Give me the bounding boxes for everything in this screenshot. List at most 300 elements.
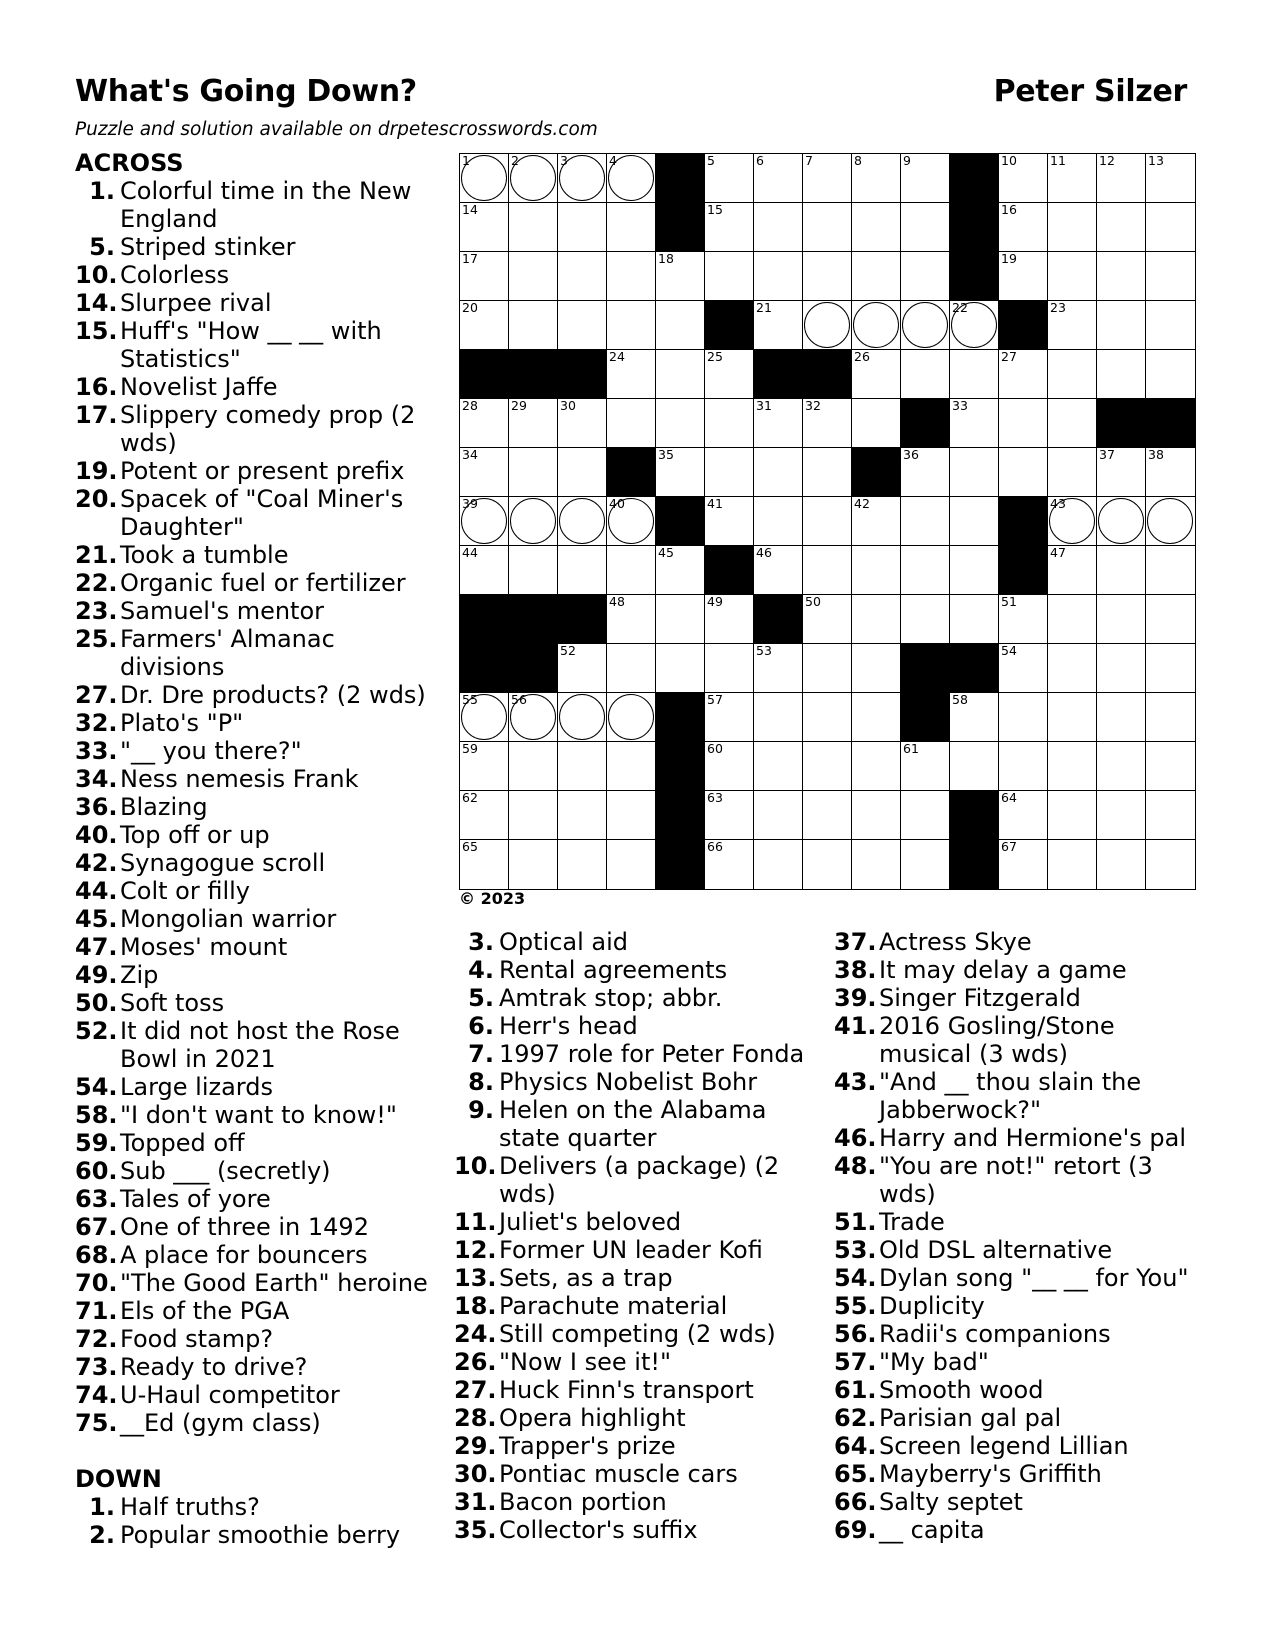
grid-cell[interactable] (803, 546, 852, 595)
clue-number: 11. (454, 1208, 497, 1236)
grid-cell[interactable] (803, 203, 852, 252)
grid-block (754, 350, 803, 399)
grid-cell[interactable] (705, 791, 754, 840)
cell-number: 39 (462, 496, 478, 511)
grid-cell[interactable] (558, 203, 607, 252)
grid-cell[interactable] (656, 399, 705, 448)
grid-cell[interactable] (803, 595, 852, 644)
grid-block (705, 546, 754, 595)
grid-cell[interactable] (460, 497, 509, 546)
grid-cell[interactable] (509, 399, 558, 448)
grid-cell[interactable] (460, 791, 509, 840)
grid-cell[interactable] (705, 840, 754, 889)
grid-cell[interactable] (852, 595, 901, 644)
circle-marker (902, 302, 948, 348)
grid-cell[interactable] (950, 350, 999, 399)
grid-cell[interactable] (901, 448, 950, 497)
grid-cell[interactable] (656, 448, 705, 497)
grid-cell[interactable] (1097, 840, 1146, 889)
grid-cell[interactable] (1146, 252, 1195, 301)
grid-cell[interactable] (607, 546, 656, 595)
grid-cell[interactable] (999, 693, 1048, 742)
cell-number: 59 (462, 741, 478, 756)
grid-cell[interactable] (460, 448, 509, 497)
grid-cell[interactable] (558, 546, 607, 595)
grid-cell[interactable] (754, 840, 803, 889)
grid-cell[interactable] (754, 546, 803, 595)
grid-cell[interactable] (950, 693, 999, 742)
grid-cell[interactable] (656, 546, 705, 595)
clue-number: 43. (834, 1068, 877, 1096)
down-clue (454, 1264, 814, 1292)
cell-number: 43 (1050, 496, 1066, 511)
grid-cell[interactable] (1048, 399, 1097, 448)
grid-cell[interactable] (705, 399, 754, 448)
grid-cell[interactable] (1048, 203, 1097, 252)
grid-cell[interactable] (705, 350, 754, 399)
clue-number: 27. (454, 1376, 497, 1404)
circle-marker (461, 694, 507, 740)
grid-cell[interactable] (852, 840, 901, 889)
grid-cell[interactable] (901, 742, 950, 791)
grid-cell[interactable] (901, 252, 950, 301)
cell-number: 10 (1001, 153, 1017, 168)
grid-cell[interactable] (1146, 840, 1195, 889)
clue-number: 72. (75, 1325, 118, 1353)
clue-number: 57. (834, 1348, 877, 1376)
grid-cell[interactable] (1048, 644, 1097, 693)
across-clue (75, 1381, 435, 1409)
grid-cell[interactable] (1048, 546, 1097, 595)
clue-text: Duplicity (879, 1292, 985, 1320)
cell-number: 49 (707, 594, 723, 609)
grid-cell[interactable] (607, 497, 656, 546)
cell-number: 16 (1001, 202, 1017, 217)
clue-number: 71. (75, 1297, 118, 1325)
grid-cell[interactable] (1048, 301, 1097, 350)
grid-cell[interactable] (999, 644, 1048, 693)
grid-cell[interactable] (460, 399, 509, 448)
cell-number: 36 (903, 447, 919, 462)
grid-block (999, 497, 1048, 546)
grid-cell[interactable] (1146, 791, 1195, 840)
grid-cell[interactable] (460, 840, 509, 889)
grid-cell[interactable] (705, 742, 754, 791)
grid-cell[interactable] (852, 546, 901, 595)
grid-cell[interactable] (656, 301, 705, 350)
grid-cell[interactable] (460, 252, 509, 301)
cell-number: 33 (952, 398, 968, 413)
down-clue (834, 1124, 1194, 1152)
grid-cell[interactable] (999, 448, 1048, 497)
grid-cell[interactable] (999, 252, 1048, 301)
grid-cell[interactable] (852, 791, 901, 840)
grid-cell[interactable] (558, 693, 607, 742)
grid-cell[interactable] (950, 448, 999, 497)
grid-cell[interactable] (509, 252, 558, 301)
grid-cell[interactable] (705, 497, 754, 546)
clue-number: 3. (468, 928, 494, 956)
grid-cell[interactable] (607, 644, 656, 693)
grid-cell[interactable] (901, 791, 950, 840)
grid-cell[interactable] (1097, 644, 1146, 693)
clue-text: Zip (120, 961, 159, 989)
down-clue (834, 1376, 1194, 1404)
grid-cell[interactable] (509, 546, 558, 595)
grid-cell[interactable] (509, 840, 558, 889)
grid-block (901, 693, 950, 742)
cell-number: 32 (805, 398, 821, 413)
grid-block (460, 350, 509, 399)
grid-cell[interactable] (509, 154, 558, 203)
clue-text: Amtrak stop; abbr. (499, 984, 723, 1012)
grid-cell[interactable] (950, 399, 999, 448)
grid-cell[interactable] (754, 154, 803, 203)
down-clue (834, 1460, 1194, 1488)
grid-cell[interactable] (705, 252, 754, 301)
grid-cell[interactable] (1146, 154, 1195, 203)
grid-cell[interactable] (803, 448, 852, 497)
grid-cell[interactable] (901, 350, 950, 399)
across-clue (75, 1101, 435, 1129)
grid-cell[interactable] (999, 399, 1048, 448)
grid-cell[interactable] (999, 350, 1048, 399)
grid-cell[interactable] (852, 252, 901, 301)
grid-cell[interactable] (607, 742, 656, 791)
grid-cell[interactable] (509, 791, 558, 840)
clue-text: Parachute material (499, 1292, 728, 1320)
crossword-grid[interactable] (459, 153, 1196, 890)
clue-text: Still competing (2 wds) (499, 1320, 776, 1348)
cell-number: 28 (462, 398, 478, 413)
grid-cell[interactable] (509, 497, 558, 546)
clue-text: "My bad" (879, 1348, 989, 1376)
grid-cell[interactable] (460, 301, 509, 350)
down-clue (75, 1521, 435, 1549)
grid-cell[interactable] (705, 154, 754, 203)
grid-cell[interactable] (1097, 546, 1146, 595)
clue-number: 47. (75, 933, 118, 961)
grid-cell[interactable] (803, 791, 852, 840)
grid-cell[interactable] (705, 203, 754, 252)
grid-block (656, 791, 705, 840)
cell-number: 26 (854, 349, 870, 364)
grid-cell[interactable] (852, 693, 901, 742)
grid-cell[interactable] (950, 742, 999, 791)
grid-cell[interactable] (1097, 497, 1146, 546)
clue-text: Optical aid (499, 928, 629, 956)
clue-number: 75. (75, 1409, 118, 1437)
clue-number: 46. (834, 1124, 877, 1152)
grid-cell[interactable] (509, 203, 558, 252)
clue-text: It may delay a game (879, 956, 1127, 984)
grid-cell[interactable] (852, 742, 901, 791)
down-clue (834, 1488, 1194, 1516)
grid-cell[interactable] (607, 203, 656, 252)
clue-text: Samuel's mentor (120, 597, 325, 625)
grid-cell[interactable] (705, 644, 754, 693)
grid-cell[interactable] (901, 497, 950, 546)
grid-cell[interactable] (705, 693, 754, 742)
cell-number: 20 (462, 300, 478, 315)
grid-cell[interactable] (1097, 203, 1146, 252)
clue-number: 10. (454, 1152, 497, 1180)
grid-cell[interactable] (460, 693, 509, 742)
down-clue (454, 1236, 814, 1264)
grid-cell[interactable] (852, 301, 901, 350)
clue-text: "Now I see it!" (499, 1348, 672, 1376)
clue-number: 24. (454, 1320, 497, 1348)
grid-cell[interactable] (1097, 350, 1146, 399)
clue-text: Dr. Dre products? (2 wds) (120, 681, 426, 709)
cell-number: 56 (511, 692, 527, 707)
grid-cell[interactable] (999, 840, 1048, 889)
clue-number: 61. (834, 1376, 877, 1404)
grid-cell[interactable] (1048, 448, 1097, 497)
clue-number: 17. (75, 401, 118, 429)
grid-cell[interactable] (754, 252, 803, 301)
grid-cell[interactable] (705, 448, 754, 497)
grid-cell[interactable] (1048, 497, 1097, 546)
clue-text: Trade (879, 1208, 945, 1236)
grid-cell[interactable] (999, 595, 1048, 644)
copyright: © 2023 (459, 889, 526, 908)
grid-block (999, 546, 1048, 595)
grid-cell[interactable] (1146, 644, 1195, 693)
grid-cell[interactable] (950, 497, 999, 546)
grid-cell[interactable] (460, 546, 509, 595)
grid-block (509, 350, 558, 399)
grid-cell[interactable] (607, 791, 656, 840)
circle-marker (510, 155, 556, 201)
grid-cell[interactable] (1146, 546, 1195, 595)
clue-text: Took a tumble (120, 541, 289, 569)
clue-text: Colt or filly (120, 877, 250, 905)
grid-cell[interactable] (901, 301, 950, 350)
clue-text: Colorful time in the New England (120, 177, 412, 233)
clue-number: 42. (75, 849, 118, 877)
grid-cell[interactable] (754, 399, 803, 448)
across-heading: ACROSS (75, 149, 184, 177)
grid-cell[interactable] (1048, 595, 1097, 644)
clue-text: Popular smoothie berry (120, 1521, 401, 1549)
cell-number: 55 (462, 692, 478, 707)
clue-number: 20. (75, 485, 118, 513)
grid-cell[interactable] (803, 644, 852, 693)
cell-number: 22 (952, 300, 968, 315)
cell-number: 38 (1148, 447, 1164, 462)
grid-cell[interactable] (901, 154, 950, 203)
down-clue (454, 1460, 814, 1488)
grid-cell[interactable] (803, 742, 852, 791)
grid-cell[interactable] (754, 644, 803, 693)
grid-cell[interactable] (1097, 693, 1146, 742)
grid-cell[interactable] (1146, 742, 1195, 791)
grid-cell[interactable] (999, 203, 1048, 252)
clue-text: Herr's head (499, 1012, 638, 1040)
grid-cell[interactable] (852, 644, 901, 693)
grid-cell[interactable] (1048, 693, 1097, 742)
grid-cell[interactable] (607, 154, 656, 203)
across-clue (75, 289, 435, 317)
grid-cell[interactable] (656, 644, 705, 693)
grid-cell[interactable] (950, 546, 999, 595)
grid-cell[interactable] (460, 742, 509, 791)
grid-cell[interactable] (1097, 595, 1146, 644)
grid-cell[interactable] (852, 350, 901, 399)
across-clue (75, 1241, 435, 1269)
cell-number: 44 (462, 545, 478, 560)
grid-cell[interactable] (803, 399, 852, 448)
grid-block (656, 203, 705, 252)
clue-number: 5. (468, 984, 494, 1012)
grid-cell[interactable] (1146, 301, 1195, 350)
grid-cell[interactable] (558, 742, 607, 791)
grid-cell[interactable] (460, 154, 509, 203)
grid-cell[interactable] (509, 301, 558, 350)
clue-column-left (75, 149, 435, 1549)
grid-cell[interactable] (1097, 791, 1146, 840)
grid-cell[interactable] (950, 595, 999, 644)
grid-cell[interactable] (558, 644, 607, 693)
grid-cell[interactable] (803, 252, 852, 301)
grid-block (950, 644, 999, 693)
down-clue (454, 1376, 814, 1404)
grid-cell[interactable] (509, 693, 558, 742)
grid-cell[interactable] (1097, 252, 1146, 301)
grid-cell[interactable] (1146, 595, 1195, 644)
grid-cell[interactable] (1048, 154, 1097, 203)
across-clue (75, 905, 435, 933)
clue-text: Singer Fitzgerald (879, 984, 1081, 1012)
grid-cell[interactable] (656, 350, 705, 399)
grid-cell[interactable] (460, 203, 509, 252)
grid-cell[interactable] (607, 252, 656, 301)
grid-cell[interactable] (1097, 742, 1146, 791)
cell-number: 8 (854, 153, 862, 168)
grid-cell[interactable] (1048, 742, 1097, 791)
grid-cell[interactable] (803, 497, 852, 546)
grid-cell[interactable] (754, 448, 803, 497)
grid-cell[interactable] (558, 840, 607, 889)
down-clue (834, 1236, 1194, 1264)
clue-number: 65. (834, 1460, 877, 1488)
grid-cell[interactable] (803, 840, 852, 889)
grid-cell[interactable] (901, 595, 950, 644)
clue-text: One of three in 1492 (120, 1213, 369, 1241)
grid-cell[interactable] (656, 595, 705, 644)
clue-number: 73. (75, 1353, 118, 1381)
grid-cell[interactable] (754, 301, 803, 350)
clue-text: Salty septet (879, 1488, 1023, 1516)
clue-text: "You are not!" retort (3 wds) (879, 1152, 1153, 1208)
grid-cell[interactable] (1146, 350, 1195, 399)
grid-cell[interactable] (1048, 791, 1097, 840)
grid-cell[interactable] (803, 301, 852, 350)
grid-cell[interactable] (754, 693, 803, 742)
across-clue (75, 793, 435, 821)
grid-block (852, 448, 901, 497)
down-clue (454, 1404, 814, 1432)
grid-cell[interactable] (558, 448, 607, 497)
cell-number: 29 (511, 398, 527, 413)
clue-text: 1997 role for Peter Fonda (499, 1040, 805, 1068)
across-clue (75, 233, 435, 261)
grid-cell[interactable] (558, 791, 607, 840)
grid-cell[interactable] (558, 252, 607, 301)
across-clue (75, 1297, 435, 1325)
grid-cell[interactable] (901, 203, 950, 252)
grid-cell[interactable] (1146, 203, 1195, 252)
grid-cell[interactable] (754, 742, 803, 791)
clue-number: 68. (75, 1241, 118, 1269)
grid-cell[interactable] (754, 791, 803, 840)
grid-cell[interactable] (607, 399, 656, 448)
grid-cell[interactable] (803, 154, 852, 203)
grid-cell[interactable] (754, 497, 803, 546)
grid-cell[interactable] (509, 742, 558, 791)
down-clue (454, 1516, 814, 1544)
grid-cell[interactable] (558, 399, 607, 448)
grid-cell[interactable] (1097, 448, 1146, 497)
clue-text: Moses' mount (120, 933, 288, 961)
cell-number: 57 (707, 692, 723, 707)
clue-text: Tales of yore (120, 1185, 271, 1213)
across-clue (75, 1325, 435, 1353)
grid-cell[interactable] (607, 595, 656, 644)
grid-cell[interactable] (1097, 301, 1146, 350)
grid-cell[interactable] (509, 448, 558, 497)
clue-text: __ capita (879, 1516, 985, 1544)
clue-text: "__ you there?" (120, 737, 302, 765)
cell-number: 37 (1099, 447, 1115, 462)
grid-cell[interactable] (607, 840, 656, 889)
grid-cell[interactable] (1097, 154, 1146, 203)
grid-cell[interactable] (852, 399, 901, 448)
grid-cell[interactable] (558, 154, 607, 203)
grid-cell[interactable] (999, 154, 1048, 203)
cell-number: 19 (1001, 251, 1017, 266)
puzzle-subtitle: Puzzle and solution available on drpetescrosswords.com (75, 119, 598, 140)
across-clue (75, 485, 435, 541)
grid-cell[interactable] (558, 301, 607, 350)
grid-cell[interactable] (1146, 693, 1195, 742)
grid-cell[interactable] (656, 252, 705, 301)
grid-cell[interactable] (852, 203, 901, 252)
grid-cell[interactable] (1146, 497, 1195, 546)
grid-cell[interactable] (558, 497, 607, 546)
grid-cell[interactable] (1048, 840, 1097, 889)
grid-cell[interactable] (607, 301, 656, 350)
circle-marker (1098, 498, 1144, 544)
grid-cell[interactable] (901, 840, 950, 889)
grid-cell[interactable] (999, 742, 1048, 791)
grid-cell[interactable] (999, 791, 1048, 840)
grid-cell[interactable] (1048, 350, 1097, 399)
grid-cell[interactable] (803, 693, 852, 742)
grid-cell[interactable] (852, 497, 901, 546)
grid-cell[interactable] (754, 203, 803, 252)
grid-cell[interactable] (1048, 252, 1097, 301)
down-clue (834, 984, 1194, 1012)
grid-cell[interactable] (901, 546, 950, 595)
grid-cell[interactable] (950, 301, 999, 350)
grid-cell[interactable] (852, 154, 901, 203)
grid-cell[interactable] (607, 693, 656, 742)
grid-cell[interactable] (607, 350, 656, 399)
grid-cell[interactable] (705, 595, 754, 644)
grid-cell[interactable] (1146, 448, 1195, 497)
